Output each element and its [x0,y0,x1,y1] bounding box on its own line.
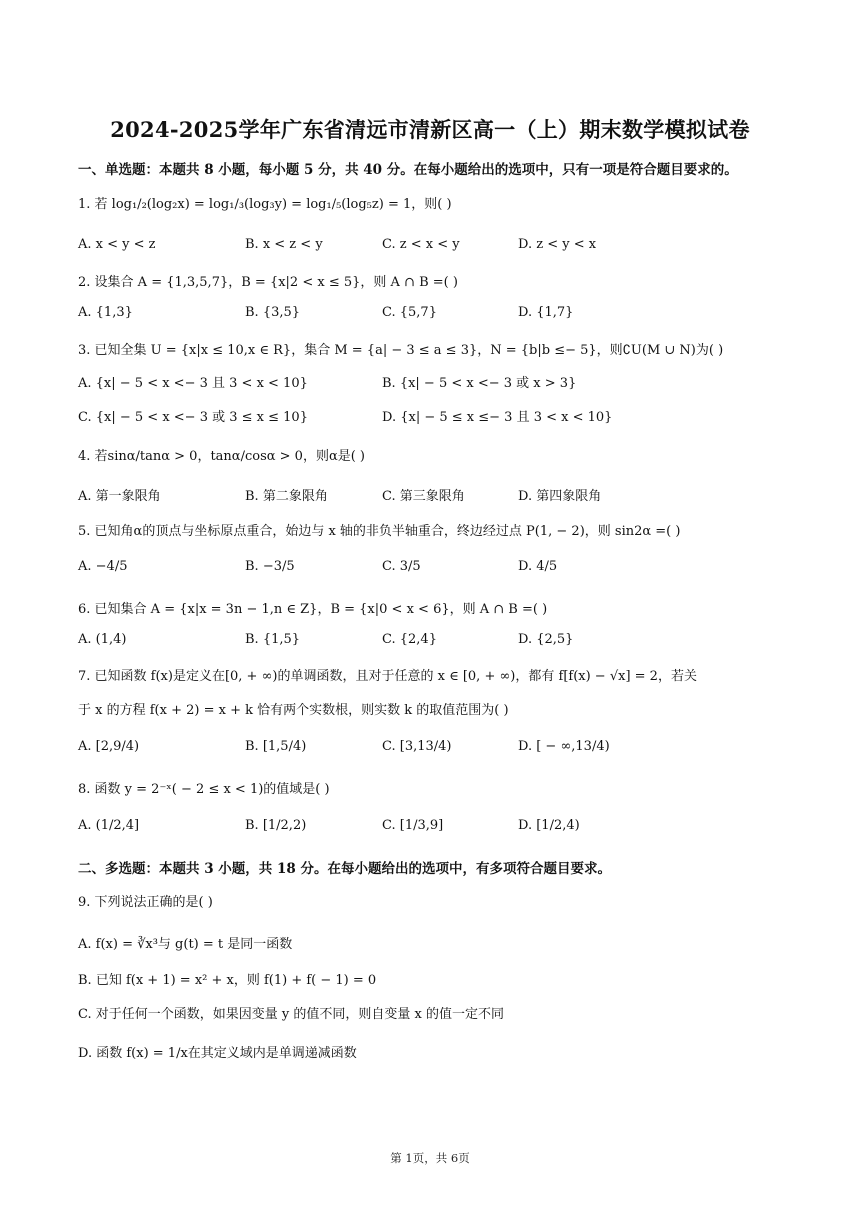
question-7-option-c: C. [3,13/4) [382,739,452,754]
question-7-option-d: D. [ − ∞,13/4) [518,739,610,754]
page-footer: 第 1页，共 6页 [390,1151,470,1165]
question-1-option-b: B. x < z < y [245,237,323,252]
question-1-option-d: D. z < y < x [518,237,597,252]
question-6-stem: 6. 已知集合 A = {x|x = 3n − 1,n ∈ Z}，B = {x|0 < x < 6}，则 A ∩ B =( ) [78,602,548,617]
section-heading-single-choice: 一、单选题：本题共 8 小题，每小题 5 分，共 40 分。在每小题给出的选项中，只有一项是符合题目要求的。 [78,162,738,178]
question-6-option-b: B. {1,5} [245,632,301,647]
question-9-stem: 9. 下列说法正确的是( ) [78,895,213,910]
question-3-option-d: D. {x| − 5 ≤ x ≤− 3 且 3 < x < 10} [382,410,613,425]
question-7-stem-continued: 于 x 的方程 f(x + 2) = x + k 恰有两个实数根，则实数 k 的取值范围为( ) [78,703,509,718]
question-4-stem: 4. 若sinα/tanα > 0，tanα/cosα > 0，则α是( ) [78,449,365,464]
question-3-option-c: C. {x| − 5 < x <− 3 或 3 ≤ x ≤ 10} [78,410,308,425]
question-3-option-a: A. {x| − 5 < x <− 3 且 3 < x < 10} [78,376,308,391]
question-2-option-b: B. {3,5} [245,305,301,320]
question-3-option-b: B. {x| − 5 < x <− 3 或 x > 3} [382,376,577,391]
question-4-option-c: C. 第三象限角 [382,489,465,504]
question-6-option-c: C. {2,4} [382,632,437,647]
question-1-stem: 1. 若 log₁/₂(log₂x) = log₁/₃(log₃y) = log₁/₅(log₅z) = 1，则( ) [78,197,452,212]
question-6-option-a: A. (1,4) [78,632,127,647]
question-4-option-b: B. 第二象限角 [245,489,328,504]
question-8-option-d: D. [1/2,4) [518,818,580,833]
question-5-option-b: B. −3/5 [245,559,295,574]
question-8-option-b: B. [1/2,2) [245,818,307,833]
question-4-option-a: A. 第一象限角 [78,489,161,504]
question-8-stem: 8. 函数 y = 2⁻ˣ( − 2 ≤ x < 1)的值域是( ) [78,782,330,797]
question-9-option-b: B. 已知 f(x + 1) = x² + x，则 f(1) + f( − 1) = 0 [78,973,377,988]
question-2-option-a: A. {1,3} [78,305,133,320]
question-9-option-d: D. 函数 f(x) = 1/x在其定义域内是单调递减函数 [78,1046,357,1061]
question-8-option-c: C. [1/3,9] [382,818,444,833]
question-3-stem: 3. 已知全集 U = {x|x ≤ 10,x ∈ R}，集合 M = {a| − 3 ≤ a ≤ 3}，N = {b|b ≤− 5}，则∁U(M ∪ N)为( ) [78,343,724,358]
question-7-option-b: B. [1,5/4) [245,739,307,754]
question-9-option-c: C. 对于任何一个函数，如果因变量 y 的值不同，则自变量 x 的值一定不同 [78,1007,504,1022]
question-8-option-a: A. (1/2,4] [78,818,140,833]
question-5-option-d: D. 4/5 [518,559,558,574]
question-5-option-a: A. −4/5 [78,559,128,574]
question-2-option-c: C. {5,7} [382,305,437,320]
question-1-option-a: A. x < y < z [78,237,156,252]
question-5-option-c: C. 3/5 [382,559,421,574]
page-title: 2024-2025学年广东省清远市清新区高一（上）期末数学模拟试卷 [110,117,750,142]
question-4-option-d: D. 第四象限角 [518,489,602,504]
question-7-option-a: A. [2,9/4) [78,739,140,754]
section-heading-multi-choice: 二、多选题：本题共 3 小题，共 18 分。在每小题给出的选项中，有多项符合题目要求。 [78,861,611,877]
question-2-option-d: D. {1,7} [518,305,574,320]
question-6-option-d: D. {2,5} [518,632,574,647]
question-7-stem: 7. 已知函数 f(x)是定义在[0, + ∞)的单调函数，且对于任意的 x ∈ [0, + ∞)，都有 f[f(x) − √x] = 2，若关 [78,669,697,684]
question-5-stem: 5. 已知角α的顶点与坐标原点重合，始边与 x 轴的非负半轴重合，终边经过点 P(1, − 2)，则 sin2α =( ) [78,524,681,539]
question-1-option-c: C. z < x < y [382,237,460,252]
question-9-option-a: A. f(x) = ∛x³与 g(t) = t 是同一函数 [78,937,293,952]
question-2-stem: 2. 设集合 A = {1,3,5,7}，B = {x|2 < x ≤ 5}，则 A ∩ B =( ) [78,275,458,290]
